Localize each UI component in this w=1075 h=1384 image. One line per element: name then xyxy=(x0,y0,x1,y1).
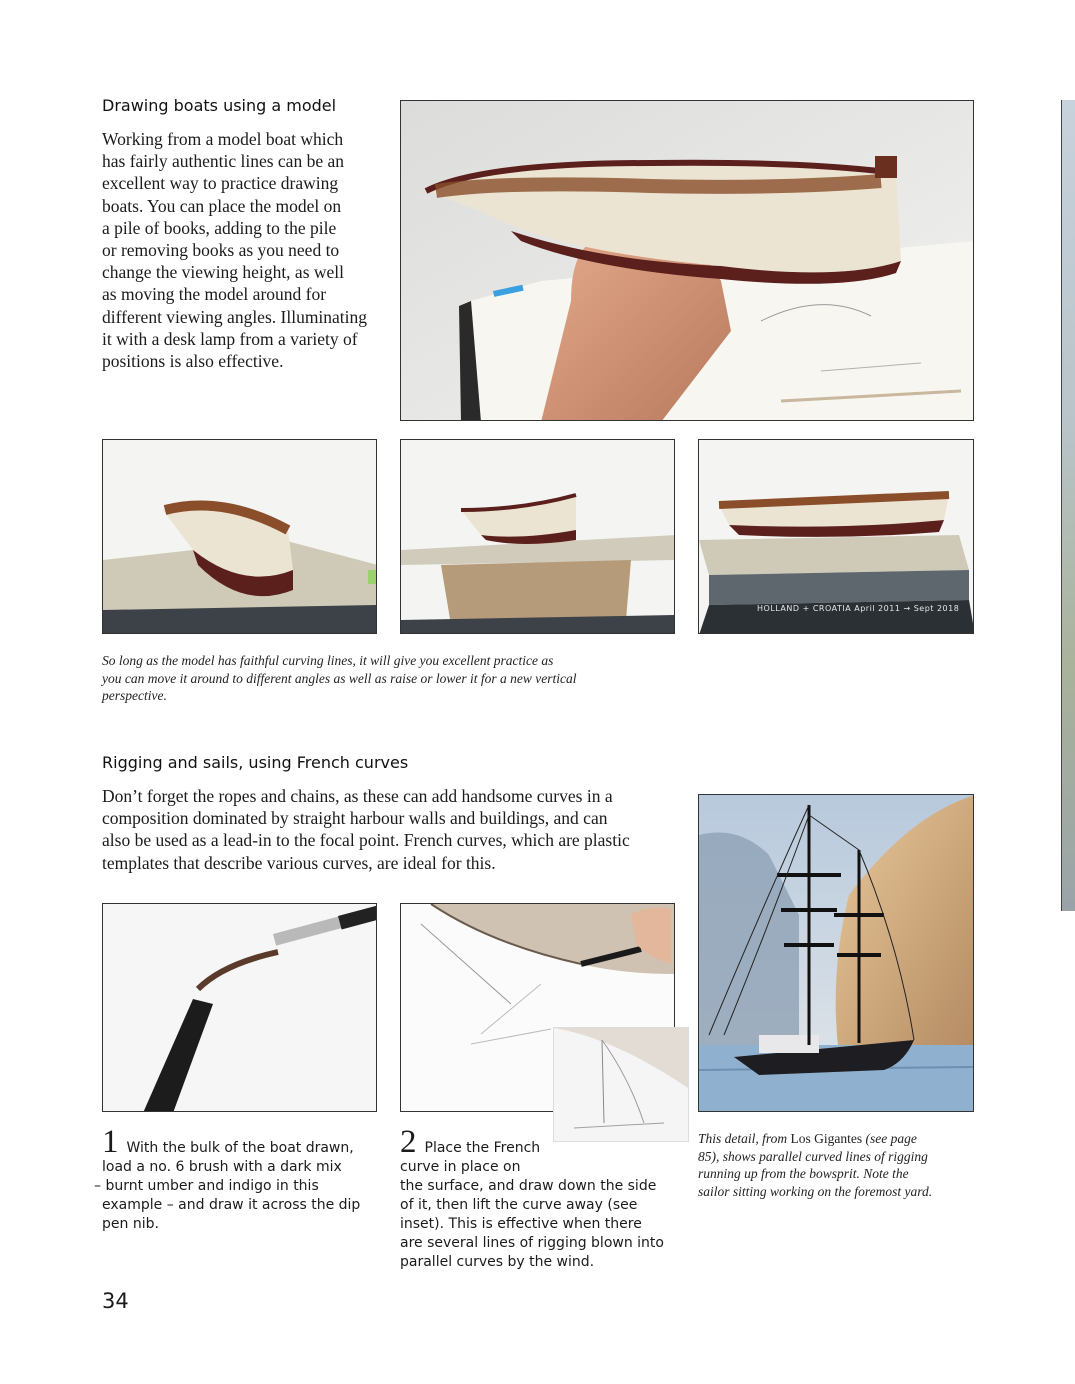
step-line: the surface, and draw down the side xyxy=(400,1178,657,1194)
photo-brush-and-dip-pen xyxy=(102,903,377,1112)
text-line: a pile of books, adding to the pile xyxy=(102,217,337,238)
step-line: parallel curves by the wind. xyxy=(400,1254,595,1270)
text-line: it with a desk lamp from a variety of xyxy=(102,328,358,349)
photo-boat-angle-1 xyxy=(102,439,377,634)
step-line: curve in place on xyxy=(400,1159,521,1175)
text-line: as moving the model around for xyxy=(102,284,327,305)
text-line: also be used as a lead-in to the focal point. French curves, which are plastic xyxy=(102,830,630,851)
step-line: Place the French xyxy=(424,1140,541,1156)
text-line: Working from a model boat which xyxy=(102,129,344,149)
book-spine-label: HOLLAND + CROATIA April 2011 → Sept 2018 xyxy=(757,604,960,613)
text-line: has fairly authentic lines can be an xyxy=(102,151,344,172)
caption-line: sailor sitting working on the foremost yard. xyxy=(698,1183,933,1199)
photo-boat-angle-2 xyxy=(400,439,675,634)
facing-page-edge xyxy=(1061,100,1075,911)
photo-boat-angle-3 xyxy=(698,439,974,634)
photo-hand-holding-model-boat xyxy=(400,100,974,421)
caption-line: perspective. xyxy=(102,688,167,704)
section-heading-rigging: Rigging and sails, using French curves xyxy=(102,753,409,772)
step-line: example – and draw it across the dip xyxy=(102,1197,361,1213)
text-line: excellent way to practice drawing xyxy=(102,173,339,194)
step-1-text xyxy=(94,1124,377,1234)
step-line: of it, then lift the curve away (see xyxy=(400,1197,638,1213)
section-heading-drawing-boats: Drawing boats using a model xyxy=(102,96,337,115)
painting-caption xyxy=(698,1130,988,1200)
caption-text: This detail, from xyxy=(698,1131,791,1146)
step-line: With the bulk of the boat drawn, xyxy=(126,1140,354,1156)
step-number: 1 xyxy=(102,1124,119,1160)
text-line: composition dominated by straight harbour walls and buildings, and can xyxy=(102,808,608,829)
photo-inset-sail-sketch xyxy=(553,1027,689,1142)
painting-tall-ship xyxy=(698,794,974,1112)
text-line: positions is also effective. xyxy=(102,351,284,372)
caption-text: (see page xyxy=(862,1131,917,1146)
caption-line: running up from the bowsprit. Note the xyxy=(698,1166,909,1182)
painting-title: Los Gigantes xyxy=(790,1131,863,1146)
step-line: load a no. 6 brush with a dark mix xyxy=(102,1159,342,1175)
text-line: different viewing angles. Illuminating xyxy=(102,306,368,327)
intro-paragraph xyxy=(102,128,392,372)
text-line: Don’t forget the ropes and chains, as these can add handsome curves in a xyxy=(102,786,613,806)
step-line: are several lines of rigging blown into xyxy=(400,1235,664,1251)
step-number: 2 xyxy=(400,1124,417,1160)
text-line: change the viewing height, as well xyxy=(102,262,345,283)
step-2-text xyxy=(400,1124,675,1272)
photo-caption xyxy=(102,652,662,705)
page-number: 34 xyxy=(102,1289,129,1313)
text-line: or removing books as you need to xyxy=(102,240,340,261)
caption-line: 85), shows parallel curved lines of rigging xyxy=(698,1148,928,1164)
caption-line: So long as the model has faithful curving lines, it will give you excellent practice as xyxy=(102,653,554,668)
text-line: templates that describe various curves, are ideal for this. xyxy=(102,852,496,873)
rigging-paragraph xyxy=(102,785,672,874)
text-line: boats. You can place the model on xyxy=(102,195,342,216)
step-line: inset). This is effective when there xyxy=(400,1216,642,1232)
step-line: pen nib. xyxy=(102,1216,159,1232)
step-line: – burnt umber and indigo in this xyxy=(94,1178,319,1194)
caption-line: you can move it around to different angles as well as raise or lower it for a new vertical xyxy=(102,670,577,686)
